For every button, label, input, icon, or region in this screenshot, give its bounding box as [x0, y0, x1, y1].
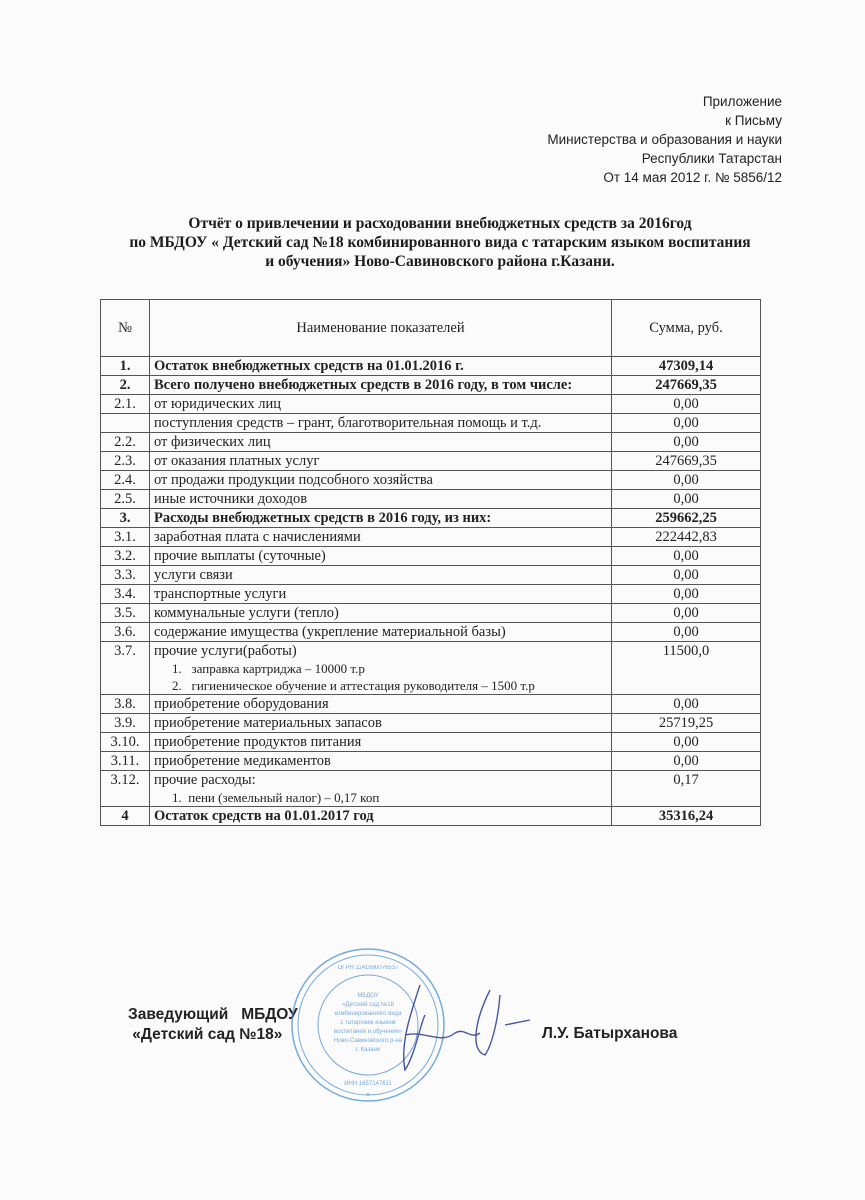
- appendix-line: Приложение: [702, 94, 782, 109]
- signatory-name: Л.У. Батырханова: [542, 1025, 678, 1042]
- appendix-header: [547, 92, 782, 187]
- indicator-label: приобретение медикаментов: [154, 753, 331, 769]
- indicator-label: заработная плата с начислениями: [154, 529, 361, 545]
- row-number: 2.: [101, 376, 150, 395]
- row-number: 3.7.: [101, 642, 150, 695]
- table-row: [101, 771, 761, 807]
- indicator-sub-item: 1. заправка картриджа – 10000 т.р: [172, 661, 365, 676]
- row-sum: 0,00: [612, 623, 761, 642]
- table-row: [101, 807, 761, 826]
- table-row: [101, 433, 761, 452]
- svg-text:Ново-Савиновского р-на: Ново-Савиновского р-на: [333, 1038, 403, 1044]
- table-row: [101, 733, 761, 752]
- row-sum: 47309,14: [612, 357, 761, 376]
- table-row: [101, 604, 761, 623]
- indicator-label: иные источники доходов: [154, 491, 308, 507]
- indicator-label: Остаток внебюджетных средств на 01.01.2016 г.: [154, 358, 464, 374]
- row-number: 3.3.: [101, 566, 150, 585]
- table-row: [101, 357, 761, 376]
- report-table: [100, 299, 761, 826]
- row-indicator-name: [150, 714, 612, 733]
- row-number: 2.4.: [101, 471, 150, 490]
- row-number: 3.4.: [101, 585, 150, 604]
- indicator-label: транспортные услуги: [154, 586, 287, 602]
- row-number: 4: [101, 807, 150, 826]
- header-num: №: [101, 300, 150, 357]
- row-indicator-name: [150, 566, 612, 585]
- appendix-line: От 14 мая 2012 г. № 5856/12: [603, 170, 782, 185]
- table-row: [101, 414, 761, 433]
- report-title: [70, 214, 810, 271]
- indicator-label: от юридических лиц: [154, 396, 281, 412]
- indicator-label: Всего получено внебюджетных средств в 2016 году, в том числе:: [154, 377, 573, 393]
- header-name: Наименование показателей: [150, 300, 612, 357]
- indicator-label: приобретение материальных запасов: [154, 715, 382, 731]
- title-line: Отчёт о привлечении и расходовании внебюджетных средств за 2016год: [188, 215, 692, 232]
- indicator-sub-item: 2. гигиеническое обучение и аттестация руководителя – 1500 т.р: [172, 678, 535, 693]
- row-sum: 222442,83: [612, 528, 761, 547]
- row-number: 2.3.: [101, 452, 150, 471]
- row-indicator-name: [150, 414, 612, 433]
- row-sum: 25719,25: [612, 714, 761, 733]
- svg-text:с татарским языком: с татарским языком: [340, 1020, 396, 1026]
- svg-text:ОГРН 1141690076537: ОГРН 1141690076537: [337, 965, 399, 971]
- row-indicator-name: [150, 452, 612, 471]
- indicator-label: от продажи продукции подсобного хозяйства: [154, 472, 433, 488]
- row-number: 2.1.: [101, 395, 150, 414]
- row-sum: 247669,35: [612, 376, 761, 395]
- table-row: [101, 642, 761, 695]
- row-number: 3.11.: [101, 752, 150, 771]
- row-number: 3.8.: [101, 695, 150, 714]
- row-indicator-name: [150, 490, 612, 509]
- row-sum: 259662,25: [612, 509, 761, 528]
- indicator-label: от оказания платных услуг: [154, 453, 320, 469]
- row-sum: 0,00: [612, 695, 761, 714]
- row-sum: 0,00: [612, 433, 761, 452]
- row-indicator-name: [150, 623, 612, 642]
- row-sum: 0,00: [612, 566, 761, 585]
- title-line: и обучения» Ново-Савиновского района г.Казани.: [265, 253, 615, 270]
- row-number: 3.12.: [101, 771, 150, 807]
- row-sum: 0,00: [612, 547, 761, 566]
- indicator-sub-item: 1. пени (земельный налог) – 0,17 коп: [172, 790, 380, 805]
- row-number: 3.10.: [101, 733, 150, 752]
- appendix-line: к Письму: [725, 113, 782, 128]
- table-row: [101, 547, 761, 566]
- row-sum: 0,17: [612, 771, 761, 807]
- handwritten-signature-icon: [380, 975, 540, 1085]
- table-row: [101, 752, 761, 771]
- indicator-label: Расходы внебюджетных средств в 2016 году, из них:: [154, 510, 492, 526]
- indicator-label: прочие услуги(работы): [154, 643, 297, 659]
- table-row: [101, 452, 761, 471]
- row-indicator-name: [150, 642, 612, 695]
- row-indicator-name: [150, 733, 612, 752]
- row-number: 2.5.: [101, 490, 150, 509]
- row-sum: 0,00: [612, 414, 761, 433]
- title-line: по МБДОУ « Детский сад №18 комбинированного вида с татарским языком воспитания: [129, 234, 751, 251]
- indicator-label: приобретение продуктов питания: [154, 734, 362, 750]
- svg-text:ИНН 1657147611: ИНН 1657147611: [344, 1081, 392, 1087]
- row-sum: 0,00: [612, 395, 761, 414]
- row-sum: 35316,24: [612, 807, 761, 826]
- table-row: [101, 695, 761, 714]
- table-row: [101, 509, 761, 528]
- indicator-label: содержание имущества (укрепление материальной базы): [154, 624, 506, 640]
- signature-position: [128, 1005, 298, 1045]
- table-row: [101, 623, 761, 642]
- row-number: 3.1.: [101, 528, 150, 547]
- row-indicator-name: [150, 752, 612, 771]
- row-indicator-name: [150, 471, 612, 490]
- svg-text:комбинированного вида: комбинированного вида: [334, 1011, 402, 1017]
- table-header-row: [101, 300, 761, 357]
- row-indicator-name: [150, 604, 612, 623]
- indicator-label: приобретение оборудования: [154, 696, 329, 712]
- indicator-label: коммунальные услуги (тепло): [154, 605, 339, 621]
- row-indicator-name: [150, 807, 612, 826]
- indicator-label: от физических лиц: [154, 434, 271, 450]
- appendix-line: Республики Татарстан: [641, 151, 782, 166]
- indicator-label: прочие выплаты (суточные): [154, 548, 326, 564]
- row-number: 3.: [101, 509, 150, 528]
- row-number: 2.2.: [101, 433, 150, 452]
- position-line: Заведующий МБДОУ: [128, 1006, 298, 1023]
- table-row: [101, 471, 761, 490]
- table-row: [101, 714, 761, 733]
- row-indicator-name: [150, 509, 612, 528]
- row-indicator-name: [150, 547, 612, 566]
- appendix-line: Министерства и образования и науки: [547, 132, 782, 147]
- row-sum: 247669,35: [612, 452, 761, 471]
- svg-text:г. Казани: г. Казани: [355, 1047, 381, 1053]
- svg-text:*: *: [366, 1091, 370, 1101]
- row-number: [101, 414, 150, 433]
- row-sum: 0,00: [612, 752, 761, 771]
- svg-text:МБДОУ: МБДОУ: [357, 993, 379, 999]
- header-sum: Сумма, руб.: [612, 300, 761, 357]
- indicator-label: поступления средств – грант, благотворительная помощь и т.д.: [154, 415, 542, 431]
- row-sum: 0,00: [612, 471, 761, 490]
- table-row: [101, 528, 761, 547]
- indicator-label: Остаток средств на 01.01.2017 год: [154, 808, 374, 824]
- row-indicator-name: [150, 695, 612, 714]
- row-indicator-name: [150, 357, 612, 376]
- row-indicator-name: [150, 376, 612, 395]
- indicator-label: прочие расходы:: [154, 772, 256, 788]
- row-sum: 0,00: [612, 490, 761, 509]
- table-row: [101, 490, 761, 509]
- row-indicator-name: [150, 585, 612, 604]
- row-number: 1.: [101, 357, 150, 376]
- row-number: 3.2.: [101, 547, 150, 566]
- row-sum: 0,00: [612, 585, 761, 604]
- row-sum: 11500,0: [612, 642, 761, 695]
- row-number: 3.6.: [101, 623, 150, 642]
- row-indicator-name: [150, 433, 612, 452]
- svg-text:«Детский сад №18: «Детский сад №18: [342, 1002, 394, 1008]
- table-row: [101, 566, 761, 585]
- row-indicator-name: [150, 528, 612, 547]
- table-row: [101, 376, 761, 395]
- row-indicator-name: [150, 395, 612, 414]
- row-indicator-name: [150, 771, 612, 807]
- svg-text:воспитания и обучения»: воспитания и обучения»: [333, 1029, 403, 1035]
- row-number: 3.9.: [101, 714, 150, 733]
- row-number: 3.5.: [101, 604, 150, 623]
- position-line: «Детский сад №18»: [128, 1026, 283, 1043]
- table-row: [101, 395, 761, 414]
- row-sum: 0,00: [612, 604, 761, 623]
- indicator-label: услуги связи: [154, 567, 233, 583]
- table-row: [101, 585, 761, 604]
- row-sum: 0,00: [612, 733, 761, 752]
